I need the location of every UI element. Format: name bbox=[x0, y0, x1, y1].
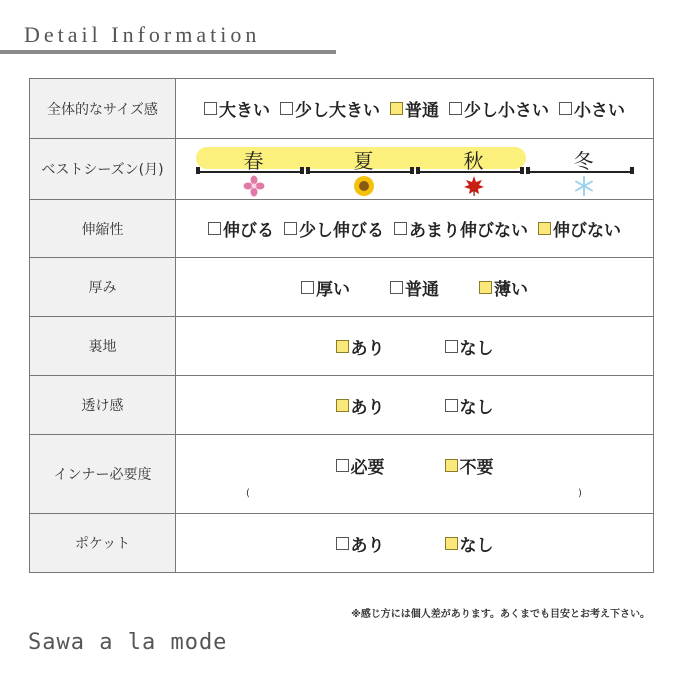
checked-box-icon bbox=[538, 222, 551, 235]
thickness-option-normal: 普通 bbox=[390, 275, 439, 300]
checkbox-icon bbox=[204, 102, 217, 115]
sunflower-icon bbox=[351, 175, 377, 197]
table-row-size bbox=[30, 79, 654, 139]
detail-table bbox=[29, 78, 654, 573]
row-label-size: 全体的なサイズ感 bbox=[30, 79, 176, 139]
sheer-options bbox=[176, 376, 654, 435]
checkbox-icon bbox=[390, 281, 403, 294]
season-tick bbox=[416, 167, 420, 174]
size-options bbox=[176, 79, 654, 139]
pocket-option-no: なし bbox=[445, 531, 494, 556]
size-option-slightly-small: 少し小さい bbox=[449, 96, 549, 121]
row-label-inner: インナー必要度 bbox=[30, 435, 176, 514]
checkbox-icon bbox=[284, 222, 297, 235]
checkbox-icon bbox=[280, 102, 293, 115]
pocket-option-yes: あり bbox=[336, 531, 385, 556]
checked-box-icon bbox=[336, 340, 349, 353]
checkbox-icon bbox=[208, 222, 221, 235]
inner-option-needed: 必要 bbox=[336, 453, 385, 478]
season-label-summer: 夏 bbox=[353, 149, 374, 173]
note-open-paren: ( bbox=[246, 487, 250, 499]
sheer-option-no: なし bbox=[445, 393, 494, 418]
season-tick bbox=[520, 167, 524, 174]
maple-leaf-icon bbox=[461, 175, 487, 197]
note-close-paren: ) bbox=[578, 487, 582, 499]
table-row-stretch bbox=[30, 200, 654, 258]
lining-options bbox=[176, 317, 654, 376]
disclaimer-note: ※感じ方には個人差があります。あくまでも目安とお考え下さい。 bbox=[351, 609, 650, 620]
table-row-pocket bbox=[30, 514, 654, 573]
checkbox-icon bbox=[445, 340, 458, 353]
table-row-season bbox=[30, 139, 654, 200]
sakura-flower-icon bbox=[241, 175, 267, 197]
season-label-spring: 春 bbox=[243, 149, 264, 173]
season-tick bbox=[196, 167, 200, 174]
stretch-option-slightly: 少し伸びる bbox=[284, 216, 384, 241]
inner-option-not-needed: 不要 bbox=[445, 453, 494, 478]
checkbox-icon bbox=[559, 102, 572, 115]
row-label-pocket: ポケット bbox=[30, 514, 176, 573]
inner-options bbox=[176, 435, 654, 514]
checkbox-icon bbox=[449, 102, 462, 115]
lining-option-no: なし bbox=[445, 334, 494, 359]
brand-logo: Sawa a la mode bbox=[28, 630, 228, 655]
season-tick bbox=[300, 167, 304, 174]
checked-box-icon bbox=[479, 281, 492, 294]
thickness-option-thick: 厚い bbox=[301, 275, 350, 300]
season-tick bbox=[526, 167, 530, 174]
title-underline bbox=[0, 50, 336, 54]
season-chart bbox=[176, 139, 654, 200]
checkbox-icon bbox=[445, 399, 458, 412]
checkbox-icon bbox=[394, 222, 407, 235]
size-option-slightly-large: 少し大きい bbox=[280, 96, 380, 121]
stretch-options bbox=[176, 200, 654, 258]
stretch-option-stretchy: 伸びる bbox=[208, 216, 274, 241]
table-row-thickness bbox=[30, 258, 654, 317]
row-label-lining: 裏地 bbox=[30, 317, 176, 376]
season-tick bbox=[630, 167, 634, 174]
size-option-normal: 普通 bbox=[390, 96, 439, 121]
row-label-thickness: 厚み bbox=[30, 258, 176, 317]
snowflake-icon bbox=[571, 175, 597, 197]
checked-box-icon bbox=[336, 399, 349, 412]
row-label-stretch: 伸縮性 bbox=[30, 200, 176, 258]
season-tick bbox=[410, 167, 414, 174]
page-title: Detail Information bbox=[24, 22, 261, 47]
season-label-winter: 冬 bbox=[573, 149, 594, 173]
season-tick bbox=[306, 167, 310, 174]
size-option-small: 小さい bbox=[559, 96, 625, 121]
row-label-season: ベストシーズン(月) bbox=[30, 139, 176, 200]
stretch-option-none: 伸びない bbox=[538, 216, 621, 241]
checked-box-icon bbox=[390, 102, 403, 115]
thickness-options bbox=[176, 258, 654, 317]
stretch-option-barely: あまり伸びない bbox=[394, 216, 528, 241]
checked-box-icon bbox=[445, 537, 458, 550]
size-option-large: 大きい bbox=[204, 96, 270, 121]
inner-note bbox=[176, 478, 653, 504]
season-label-autumn: 秋 bbox=[463, 149, 484, 173]
thickness-option-thin: 薄い bbox=[479, 275, 528, 300]
checkbox-icon bbox=[301, 281, 314, 294]
table-row-lining bbox=[30, 317, 654, 376]
checkbox-icon bbox=[336, 459, 349, 472]
row-label-sheer: 透け感 bbox=[30, 376, 176, 435]
checked-box-icon bbox=[445, 459, 458, 472]
checkbox-icon bbox=[336, 537, 349, 550]
sheer-option-yes: あり bbox=[336, 393, 385, 418]
pocket-options bbox=[176, 514, 654, 573]
table-row-sheer bbox=[30, 376, 654, 435]
lining-option-yes: あり bbox=[336, 334, 385, 359]
table-row-inner bbox=[30, 435, 654, 514]
